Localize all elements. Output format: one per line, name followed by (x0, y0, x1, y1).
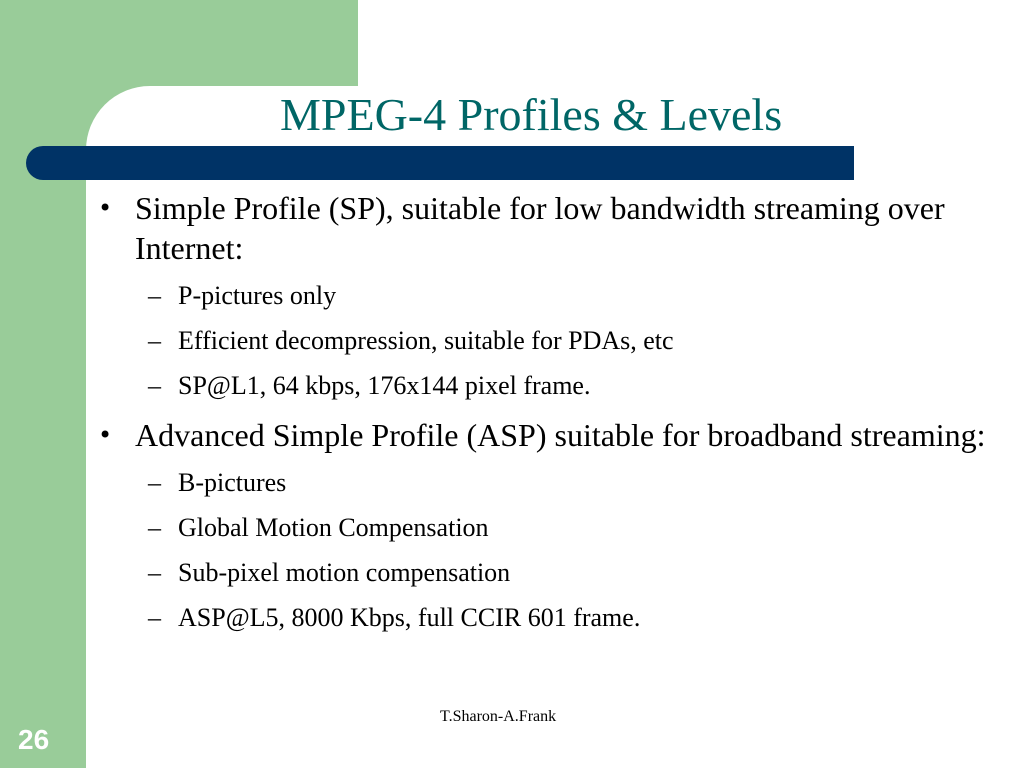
sub-item-text: Global Motion Compensation (178, 513, 489, 542)
sub-marker: – (148, 326, 161, 355)
sub-item-text: ASP@L5, 8000 Kbps, full CCIR 601 frame. (178, 603, 641, 632)
sub-item (0, 280, 1024, 312)
sub-item (0, 370, 1024, 402)
bullet-item (0, 415, 1015, 455)
sub-marker: – (148, 558, 161, 587)
sub-marker: – (148, 513, 161, 542)
bullet-marker: • (98, 421, 113, 449)
sub-item-text: B-pictures (178, 468, 287, 497)
bullet-text: Advanced Simple Profile (ASP) suitable for broadband streaming: (135, 417, 986, 453)
sub-item-text: Efficient decompression, suitable for PDAs, etc (178, 326, 674, 355)
sub-marker: – (148, 468, 161, 497)
sub-item-text: P-pictures only (178, 281, 337, 310)
bullet-marker: • (98, 194, 113, 222)
sub-marker: – (148, 281, 161, 310)
sub-item (0, 467, 1024, 499)
footer-author: T.Sharon-A.Frank (440, 708, 557, 725)
bullet-text: Simple Profile (SP), suitable for low bandwidth streaming over Internet: (135, 190, 945, 266)
sub-item-text: Sub-pixel motion compensation (178, 558, 511, 587)
slide-content (0, 188, 1024, 647)
bullet-item (0, 188, 1015, 268)
slide-title: MPEG-4 Profiles & Levels (280, 89, 783, 140)
sub-list (0, 467, 1024, 634)
sub-list (0, 280, 1024, 402)
sub-marker: – (148, 603, 161, 632)
slide-number: 26 (18, 724, 50, 755)
sub-item (0, 512, 1024, 544)
sub-item (0, 602, 1024, 634)
sub-item-text: SP@L1, 64 kbps, 176x144 pixel frame. (178, 371, 591, 400)
sub-marker: – (148, 371, 161, 400)
sub-item (0, 325, 1024, 357)
sub-item (0, 557, 1024, 589)
title-underline-bar (26, 146, 854, 180)
